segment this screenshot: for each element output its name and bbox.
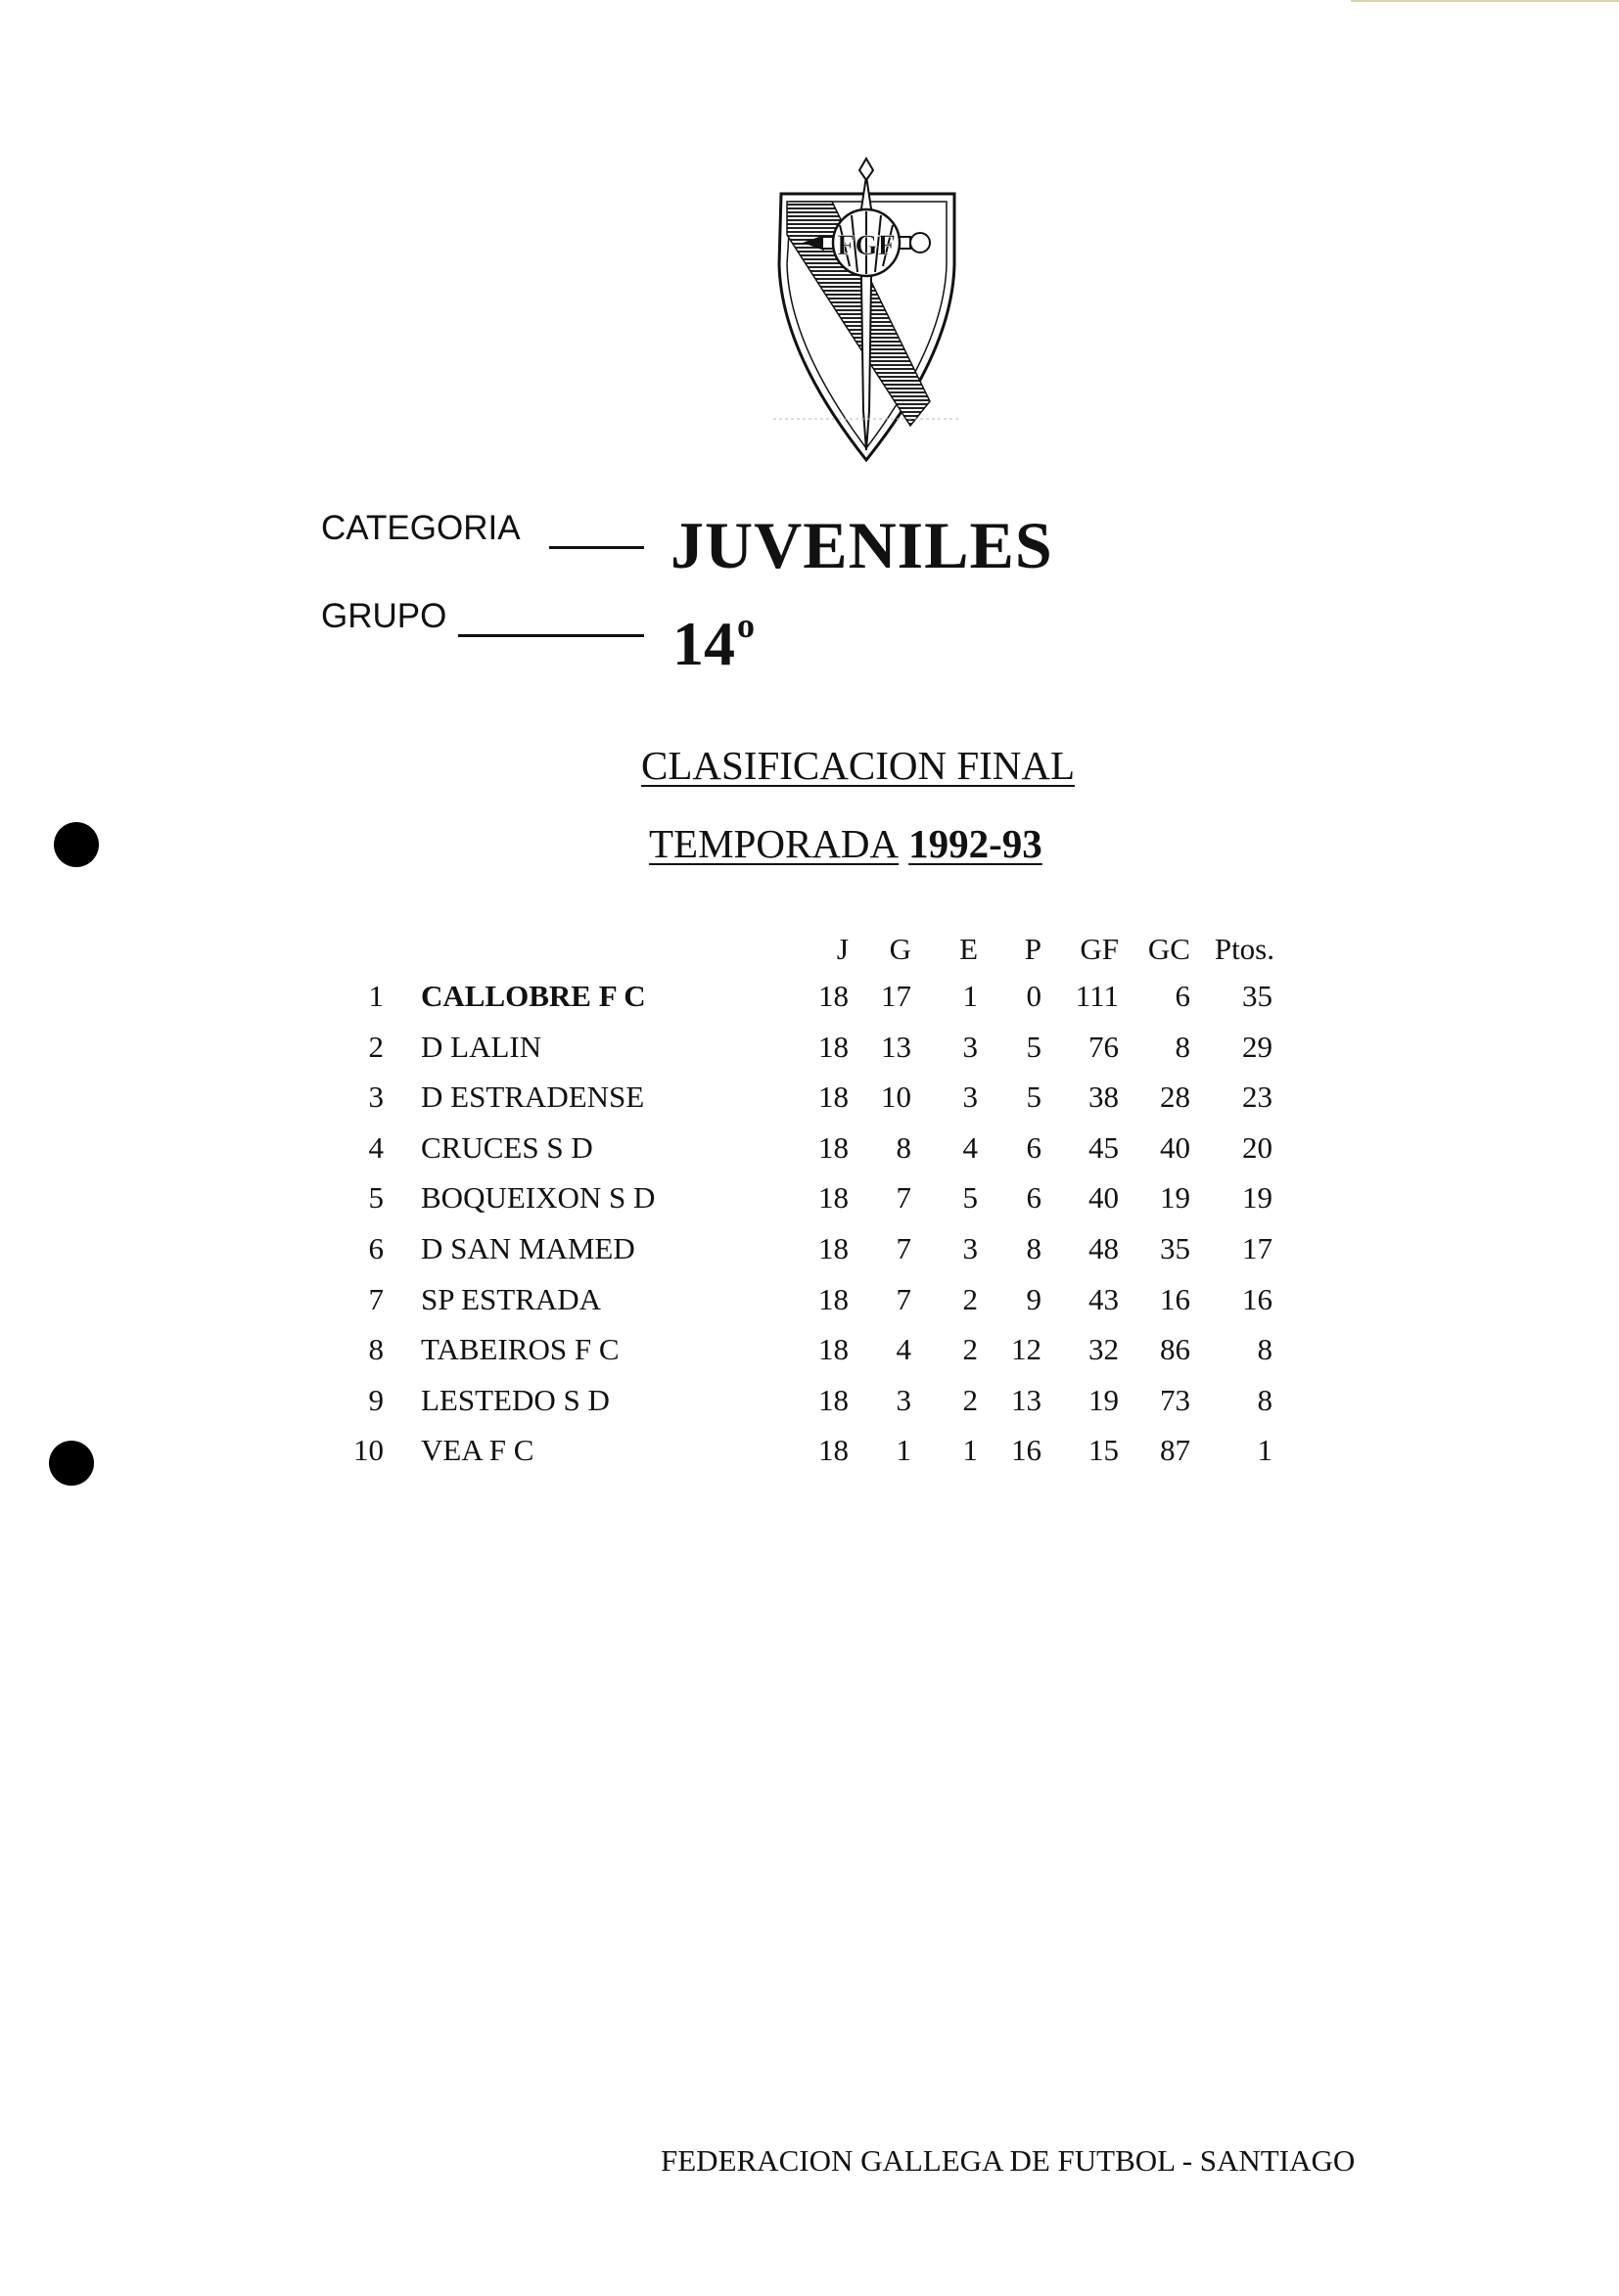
stat-cell-j: 18 (818, 1433, 849, 1468)
stat-cell-e: 4 (962, 1129, 978, 1165)
position-cell: 4 (368, 1129, 384, 1165)
stat-cell-j: 18 (818, 1029, 849, 1064)
stat-cell-ptos: 17 (1242, 1231, 1272, 1265)
team-name-cell: TABEIROS F C (421, 1332, 620, 1367)
grupo-underline (458, 634, 644, 637)
stat-cell-gc: 16 (1160, 1281, 1190, 1316)
stat-cell-g: 17 (881, 979, 911, 1013)
stat-cell-p: 5 (1026, 1029, 1041, 1064)
position-cell: 1 (368, 979, 384, 1013)
grupo-number: 14 (672, 609, 735, 678)
column-header: E (959, 932, 978, 966)
team-name-cell: D ESTRADENSE (421, 1079, 645, 1115)
stat-cell-gf: 76 (1088, 1029, 1119, 1064)
stat-cell-p: 8 (1026, 1231, 1041, 1265)
team-name-cell: D SAN MAMED (421, 1231, 635, 1265)
position-cell: 10 (353, 1433, 384, 1468)
stat-cell-g: 13 (881, 1029, 911, 1064)
stat-cell-gf: 48 (1088, 1231, 1119, 1265)
categoria-value: JUVENILES (671, 508, 1053, 582)
stat-cell-e: 1 (962, 979, 978, 1013)
stat-cell-j: 18 (818, 1382, 849, 1417)
stat-cell-j: 18 (818, 1180, 849, 1216)
stat-cell-j: 18 (818, 1281, 849, 1316)
stat-cell-j: 18 (818, 1079, 849, 1115)
stat-cell-ptos: 16 (1242, 1281, 1272, 1316)
stat-cell-gf: 43 (1088, 1281, 1119, 1316)
position-cell: 5 (368, 1180, 384, 1216)
stat-cell-j: 18 (818, 979, 849, 1013)
stat-cell-ptos: 19 (1242, 1180, 1272, 1216)
stat-cell-gc: 8 (1175, 1029, 1190, 1064)
stat-cell-gc: 19 (1160, 1180, 1190, 1216)
stat-cell-gc: 28 (1160, 1079, 1190, 1115)
team-name-cell: BOQUEIXON S D (421, 1180, 656, 1216)
stat-cell-p: 6 (1026, 1129, 1041, 1165)
team-name-cell: D LALIN (421, 1029, 542, 1064)
stat-cell-ptos: 1 (1257, 1433, 1272, 1468)
stat-cell-g: 4 (896, 1332, 911, 1367)
stat-cell-gc: 73 (1160, 1382, 1190, 1417)
stat-cell-j: 18 (818, 1231, 849, 1265)
stat-cell-e: 3 (962, 1231, 978, 1265)
stat-cell-e: 2 (962, 1382, 978, 1417)
stat-cell-gf: 40 (1088, 1180, 1119, 1216)
stat-cell-e: 2 (962, 1332, 978, 1367)
stat-cell-g: 8 (896, 1129, 911, 1165)
punch-hole (54, 822, 99, 867)
clasificacion-title: CLASIFICACION FINAL (641, 743, 1076, 788)
punch-hole (49, 1441, 94, 1486)
position-cell: 9 (368, 1382, 384, 1417)
column-header: J (836, 932, 849, 966)
stat-cell-g: 10 (881, 1079, 911, 1115)
stat-cell-e: 3 (962, 1029, 978, 1064)
grupo-label: GRUPO (321, 597, 447, 635)
stat-cell-gf: 15 (1088, 1433, 1119, 1468)
stat-cell-g: 1 (896, 1433, 911, 1468)
stat-cell-e: 2 (962, 1281, 978, 1316)
team-name-cell: VEA F C (421, 1433, 534, 1468)
federation-crest-logo (773, 157, 959, 462)
svg-text:FGF: FGF (837, 229, 896, 261)
stat-cell-gf: 19 (1088, 1382, 1119, 1417)
stat-cell-ptos: 29 (1242, 1029, 1272, 1064)
position-cell: 2 (368, 1029, 384, 1064)
team-name-cell: CRUCES S D (421, 1129, 593, 1165)
column-header: Ptos. (1214, 932, 1274, 966)
grupo-value (672, 605, 755, 680)
stat-cell-p: 13 (1011, 1382, 1041, 1417)
stat-cell-j: 18 (818, 1332, 849, 1367)
stat-cell-e: 1 (962, 1433, 978, 1468)
footer-text: FEDERACION GALLEGA DE FUTBOL - SANTIAGO (661, 2143, 1356, 2178)
stat-cell-ptos: 23 (1242, 1079, 1272, 1115)
stat-cell-p: 0 (1026, 979, 1041, 1013)
grupo-ordinal: o (737, 606, 755, 645)
stat-cell-gf: 111 (1075, 979, 1119, 1013)
team-name-cell: LESTEDO S D (421, 1382, 610, 1417)
categoria-underline (549, 546, 644, 549)
stat-cell-gc: 87 (1160, 1433, 1190, 1468)
stat-cell-gf: 32 (1088, 1332, 1119, 1367)
temporada-year: 1992-93 (908, 821, 1042, 866)
temporada-label: TEMPORADA (649, 821, 900, 866)
position-cell: 6 (368, 1231, 384, 1265)
stat-cell-e: 5 (962, 1180, 978, 1216)
page-edge (1351, 0, 1619, 2)
column-header: GF (1080, 932, 1119, 966)
team-name-cell: CALLOBRE F C (421, 979, 646, 1013)
position-cell: 8 (368, 1332, 384, 1367)
column-header: G (889, 932, 911, 966)
stat-cell-g: 7 (896, 1231, 911, 1265)
stat-cell-gf: 45 (1088, 1129, 1119, 1165)
stat-cell-j: 18 (818, 1129, 849, 1165)
stat-cell-p: 6 (1026, 1180, 1041, 1216)
stat-cell-p: 16 (1011, 1433, 1041, 1468)
stat-cell-p: 9 (1026, 1281, 1041, 1316)
stat-cell-ptos: 35 (1242, 979, 1272, 1013)
column-header: P (1024, 932, 1041, 966)
position-cell: 3 (368, 1079, 384, 1115)
stat-cell-ptos: 20 (1242, 1129, 1272, 1165)
stat-cell-gc: 35 (1160, 1231, 1190, 1265)
column-header: GC (1147, 932, 1190, 966)
stat-cell-g: 7 (896, 1180, 911, 1216)
stat-cell-gf: 38 (1088, 1079, 1119, 1115)
categoria-label: CATEGORIA (321, 509, 521, 547)
stat-cell-gc: 40 (1160, 1129, 1190, 1165)
stat-cell-p: 5 (1026, 1079, 1041, 1115)
stat-cell-ptos: 8 (1257, 1332, 1272, 1367)
temporada-title (649, 820, 1042, 867)
team-name-cell: SP ESTRADA (421, 1281, 602, 1316)
stat-cell-gc: 6 (1175, 979, 1190, 1013)
stat-cell-g: 7 (896, 1281, 911, 1316)
stat-cell-ptos: 8 (1257, 1382, 1272, 1417)
stat-cell-e: 3 (962, 1079, 978, 1115)
position-cell: 7 (368, 1281, 384, 1316)
stat-cell-gc: 86 (1160, 1332, 1190, 1367)
stat-cell-p: 12 (1011, 1332, 1041, 1367)
stat-cell-g: 3 (896, 1382, 911, 1417)
